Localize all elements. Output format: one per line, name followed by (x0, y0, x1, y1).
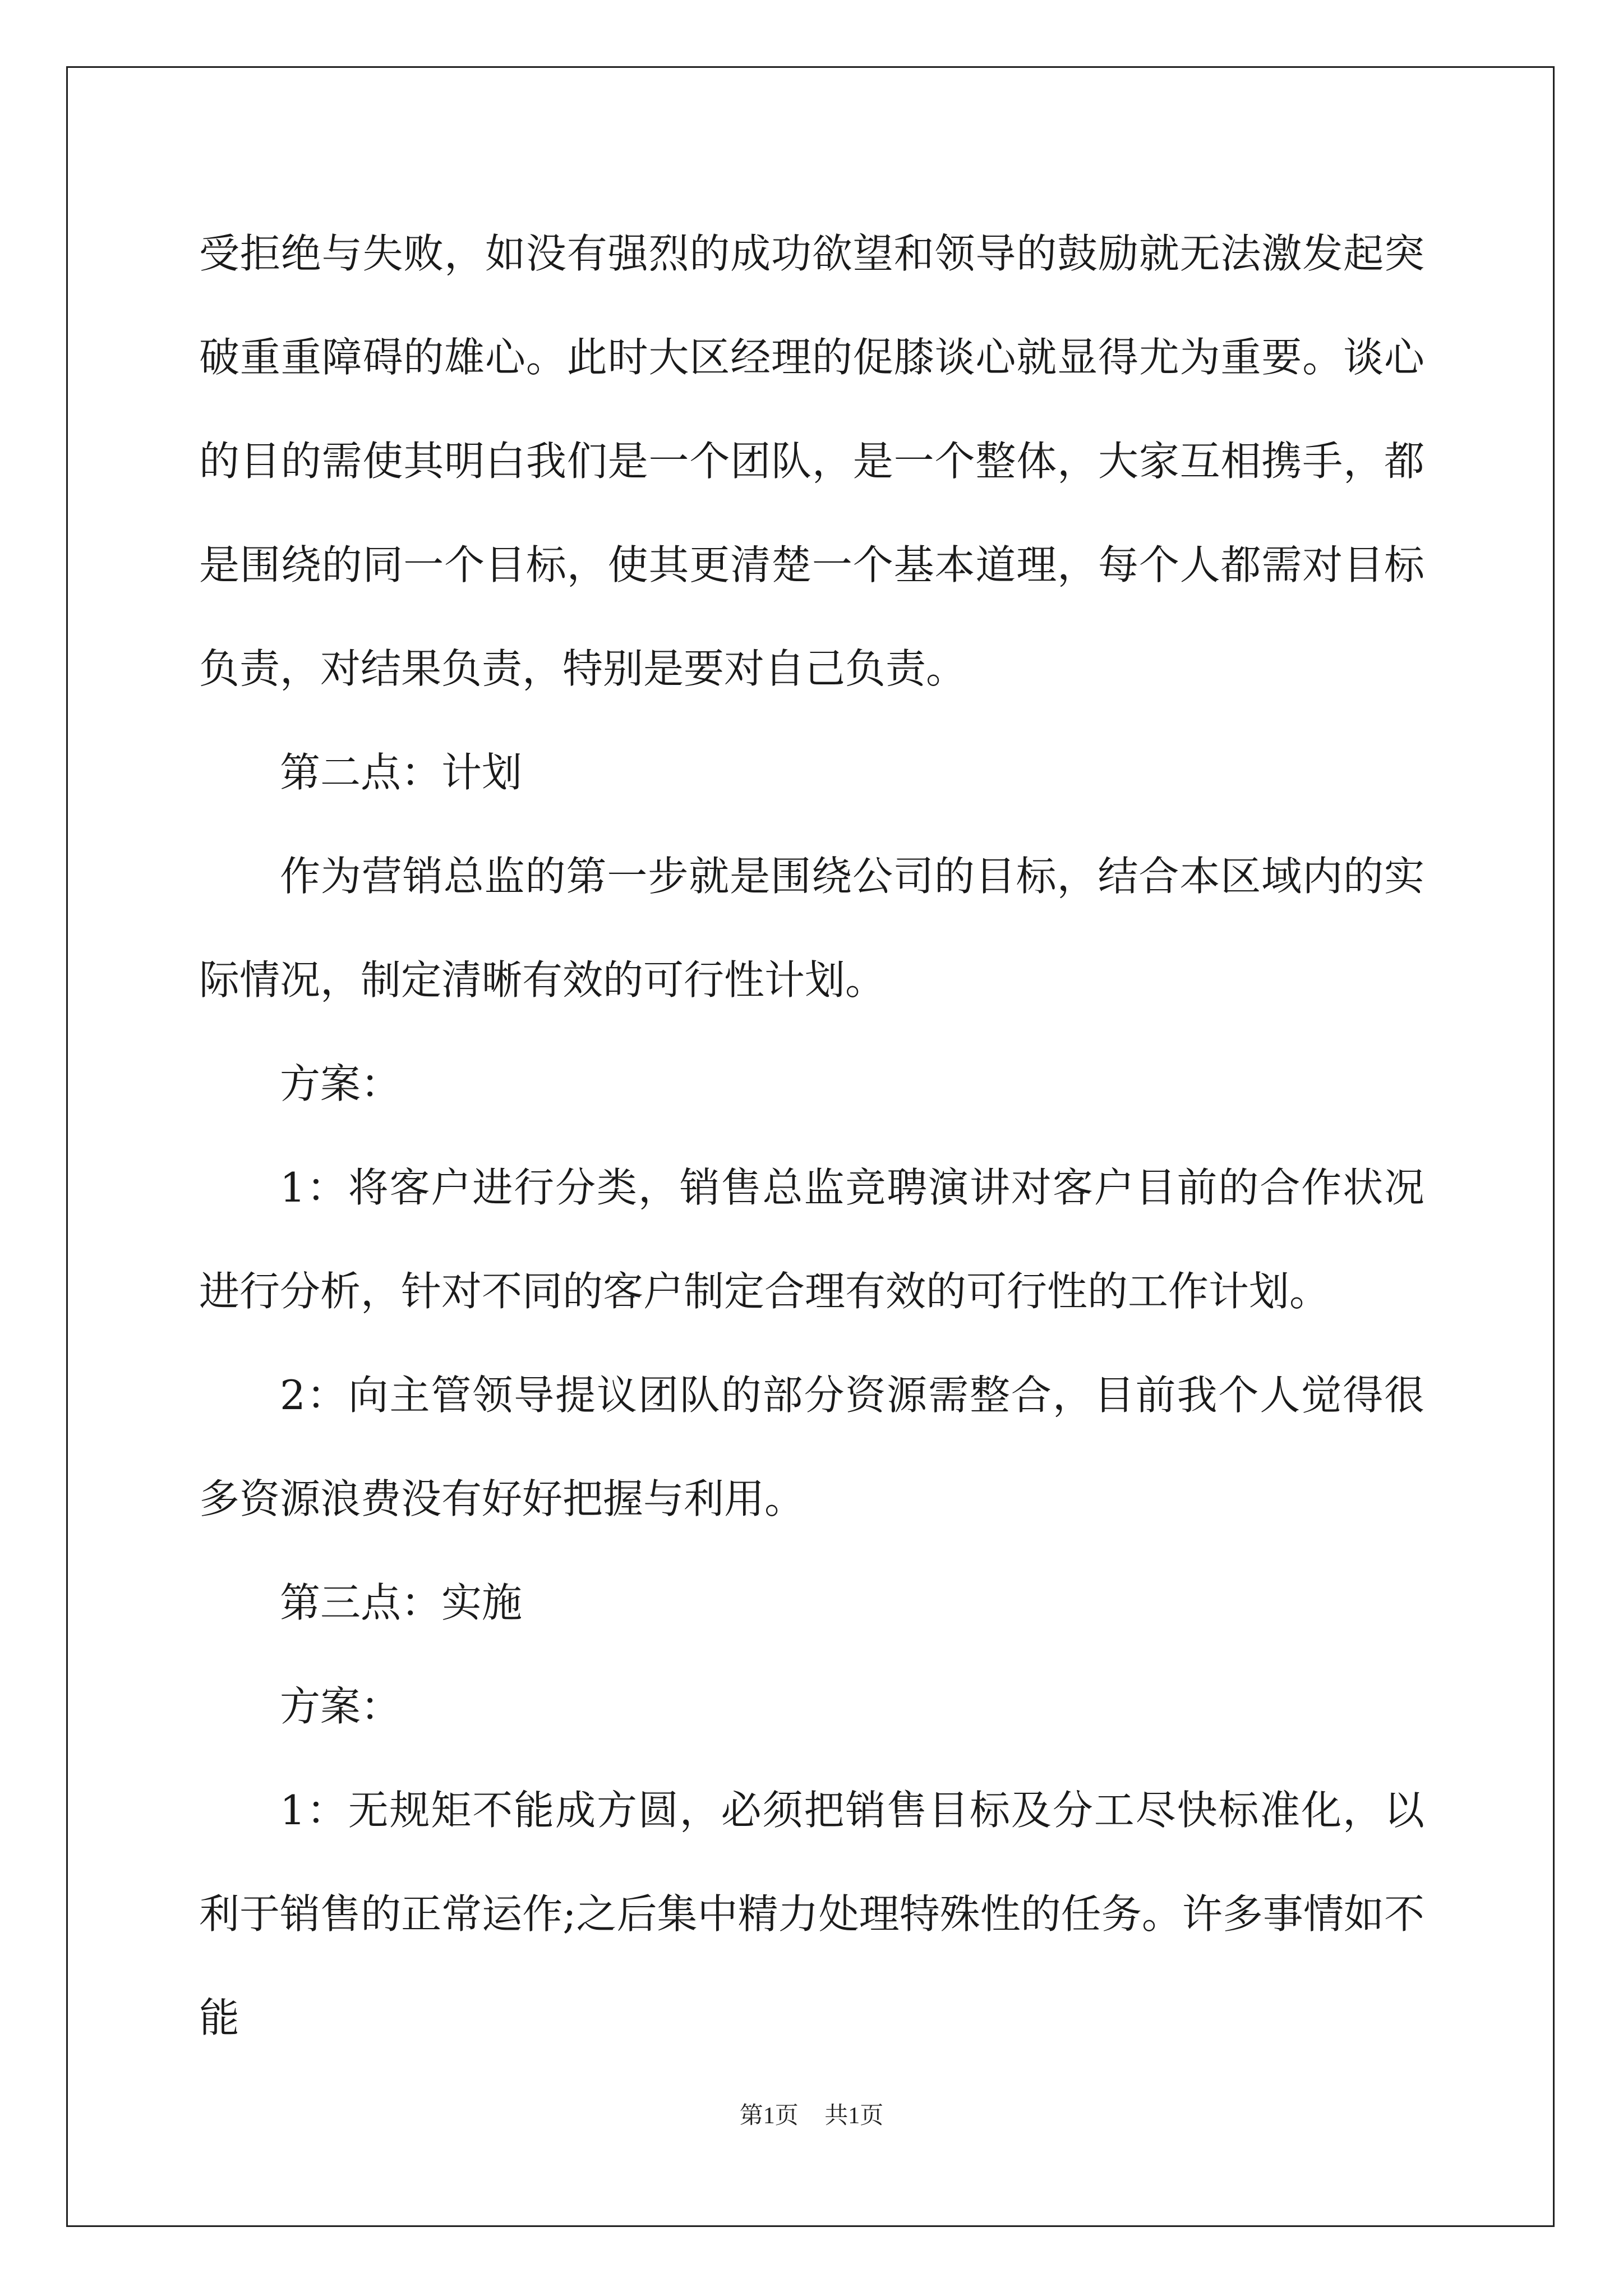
label-scheme-2: 方案： (280, 1683, 402, 1730)
page-number: 第1页 (739, 2103, 799, 2129)
label-scheme: 方案： (280, 1060, 402, 1107)
paragraph-implement-item-1: 1：无规矩不能成方圆，必须把销售目标及分工尽快标准化，以利于销售的正常运作;之后集中精力处理特殊性的任务。许多事情如不能 (199, 1787, 1424, 2041)
paragraph-scheme-item-1: 1：将客户进行分类，销售总监竞聘演讲对客户目前的合作状况进行分析，针对不同的客户制定合理有效的可行性的工作计划。 (199, 1164, 1424, 1315)
document-body (199, 202, 1424, 2070)
heading-point-two: 第二点：计划 (280, 749, 523, 796)
paragraph-intro: 受拒绝与失败，如没有强烈的成功欲望和领导的鼓励就无法激发起突破重重障碍的雄心。此时大区经理的促膝谈心就显得尤为重要。谈心的目的需使其明白我们是一个团队，是一个整体，大家互相携手，都是围绕的同一个目标，使其更清楚一个基本道理，每个人都需对目标负责，对结果负责，特别是要对自己负责。 (199, 230, 1424, 692)
page-footer (0, 2097, 1623, 2131)
paragraph-plan: 作为营销总监的第一步就是围绕公司的目标，结合本区域内的实际情况，制定清晰有效的可行性计划。 (199, 853, 1424, 1004)
paragraph-scheme-item-2: 2：向主管领导提议团队的部分资源需整合，目前我个人觉得很多资源浪费没有好好把握与利用。 (199, 1372, 1424, 1522)
page-total: 共1页 (824, 2103, 884, 2129)
heading-point-three: 第三点：实施 (280, 1579, 523, 1626)
